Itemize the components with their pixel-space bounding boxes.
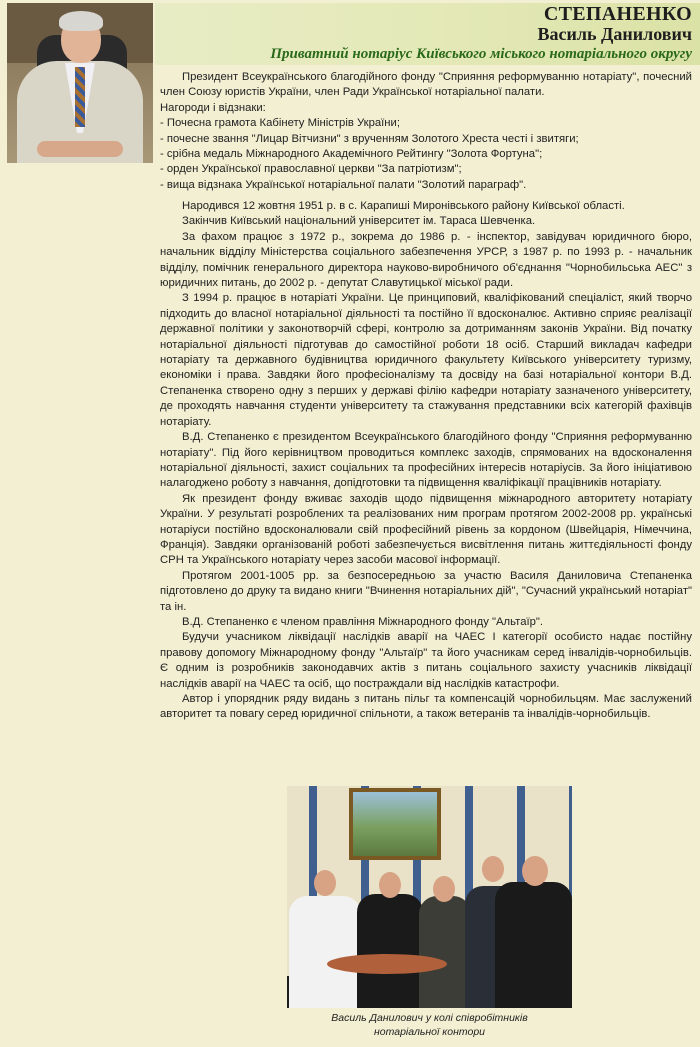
photo-painting bbox=[353, 792, 437, 856]
intro-section bbox=[160, 70, 692, 193]
award-item: - почесне звання "Лицар Вітчизни" з врученням Золотого Хреста честі і звитяги; bbox=[160, 132, 579, 145]
role-title: Приватний нотаріус Київського міського нотаріального округу bbox=[270, 46, 692, 62]
portrait-tie bbox=[75, 67, 85, 127]
caption-line: Василь Данилович у колі співробітників bbox=[331, 1012, 528, 1024]
photo-face bbox=[379, 872, 401, 898]
photo-person bbox=[495, 882, 572, 1008]
photo-person bbox=[357, 894, 423, 1008]
bio-paragraph: В.Д. Степаненко є президентом Всеукраїнського благодійного фонду "Сприяння реформуванню нотаріату". Під його керівництвом проводиться комплекс заходів, спрямованих на вдосконалення нотаріальної діяльності, захист соціальних та професійних інтересів нотаріусів. За його ініціативою налагоджено роботу з навчання, допідготовки та підвищення кваліфікації працівників нотаріату. bbox=[160, 431, 692, 490]
portrait-hands bbox=[37, 141, 123, 157]
bio-paragraph: З 1994 р. працює в нотаріаті України. Це принциповий, кваліфікований спеціаліст, який творчо підходить до власної нотаріальної діяльності та постійно її вдосконалює. Активно сприяє реалізації державної політики у законотворчій сфері, контролю за дотриманням законів України. Від початку нотаріальної діяльності підготував до самостійної роботи 18 осіб. Старший викладач кафедри нотаріату та державного будівництва юридичного факультету Київського університету туризму, економіки і права. Завдяки його професіоналізму та досвіду на базі нотаріальної контори В.Д. Степаненка створено одну з перших у державі філію кафедри нотаріату зазначеного університету, де проходять навчання студенти університету та стажування представники всіх категорій фахівців нотаріату. bbox=[160, 292, 692, 428]
bio-paragraph: Народився 12 жовтня 1951 р. в с. Карапиші Миронівського району Київської області. bbox=[182, 200, 625, 212]
award-item: - вища відзнака Української нотаріальної палати "Золотий параграф". bbox=[160, 178, 527, 191]
group-photo bbox=[287, 786, 572, 1008]
award-item: - Почесна грамота Кабінету Міністрів України; bbox=[160, 117, 400, 130]
bio-paragraph: Як президент фонду вживає заходів щодо підвищення міжнародного авторитету нотаріату України. У результаті розроблених та реалізованих ним програм протягом 2002-2008 рр. українські нотаріуси постійно вдосконалювали свій професійний рівень за кордоном (Швейцарія, Німеччина, Франція). Завдяки організованій роботі забезпечується висвітлення питань життєдіяльності фонду СРН та Українського нотаріату через засоби масової інформації. bbox=[160, 492, 692, 567]
photo-face bbox=[522, 856, 548, 886]
biography-section bbox=[160, 199, 692, 723]
photo-table bbox=[327, 954, 447, 974]
photo-person bbox=[289, 896, 361, 1008]
intro-paragraph: Президент Всеукраїнського благодійного фонду "Сприяння реформуванню нотаріату", почесний член Союзу юристів України, член Ради Української нотаріальної палати. bbox=[160, 71, 692, 99]
portrait-hair bbox=[59, 11, 103, 31]
photo-face bbox=[482, 856, 504, 882]
given-name: Василь Данилович bbox=[537, 24, 692, 44]
award-item: - срібна медаль Міжнародного Академічного Рейтингу "Золота Фортуна"; bbox=[160, 148, 543, 161]
photo-person bbox=[419, 896, 471, 1008]
photo-caption bbox=[287, 1011, 572, 1039]
bio-paragraph: Автор і упорядник ряду видань з питань пільг та компенсацій чорнобильцям. Має заслужений авторитет та повагу серед юридичної спільноти, а також ветеранів та інвалідів-чорнобильців. bbox=[160, 693, 692, 721]
surname: СТЕПАНЕНКО bbox=[543, 3, 692, 25]
title-block bbox=[270, 4, 692, 64]
photo-face bbox=[314, 870, 336, 896]
photo-face bbox=[433, 876, 455, 902]
portrait-photo bbox=[7, 3, 153, 163]
bio-paragraph: За фахом працює з 1972 р., зокрема до 1986 р. - інспектор, завідувач юридичного бюро, начальник відділу Міністерства соціального забезпечення УРСР, з 1987 р. по 1993 р. - начальник відділу, помічник генерального директора науково-виробничого об'єднання "Чорнобильська АЕС" з юридичних питань, до 2002 р. - депутат Славутицької міської ради. bbox=[160, 230, 692, 290]
awards-title: Нагороди і відзнаки: bbox=[160, 101, 266, 114]
bio-paragraph: Будучи учасником ліквідації наслідків аварії на ЧАЕС І категорії особисто надає постійну правову допомогу Міжнародному фонду "Альтаїр" та його учасникам серед інвалідів-чорнобильців. Є одним із розробників законодавчих актів з питань соціального захисту учасників ліквідації наслідків аварії на ЧАЕС та осіб, що постраждали від наслідків катастрофи. bbox=[160, 631, 692, 690]
award-item: - орден Української православної церкви "За патріотизм"; bbox=[160, 163, 462, 176]
bio-paragraph: Протягом 2001-1005 рр. за безпосередньою за участю Василя Даниловича Степаненка підготовлено до друку та видано книги "Вчинення нотаріальних дій", "Сучасний український нотаріат" та ін. bbox=[160, 569, 692, 613]
caption-line: нотаріальної контори bbox=[373, 1026, 485, 1038]
bio-paragraph: В.Д. Степаненко є членом правління Міжнародного фонду "Альтаїр". bbox=[182, 615, 544, 628]
bio-paragraph: Закінчив Київський національний університет ім. Тараса Шевченка. bbox=[182, 215, 536, 228]
